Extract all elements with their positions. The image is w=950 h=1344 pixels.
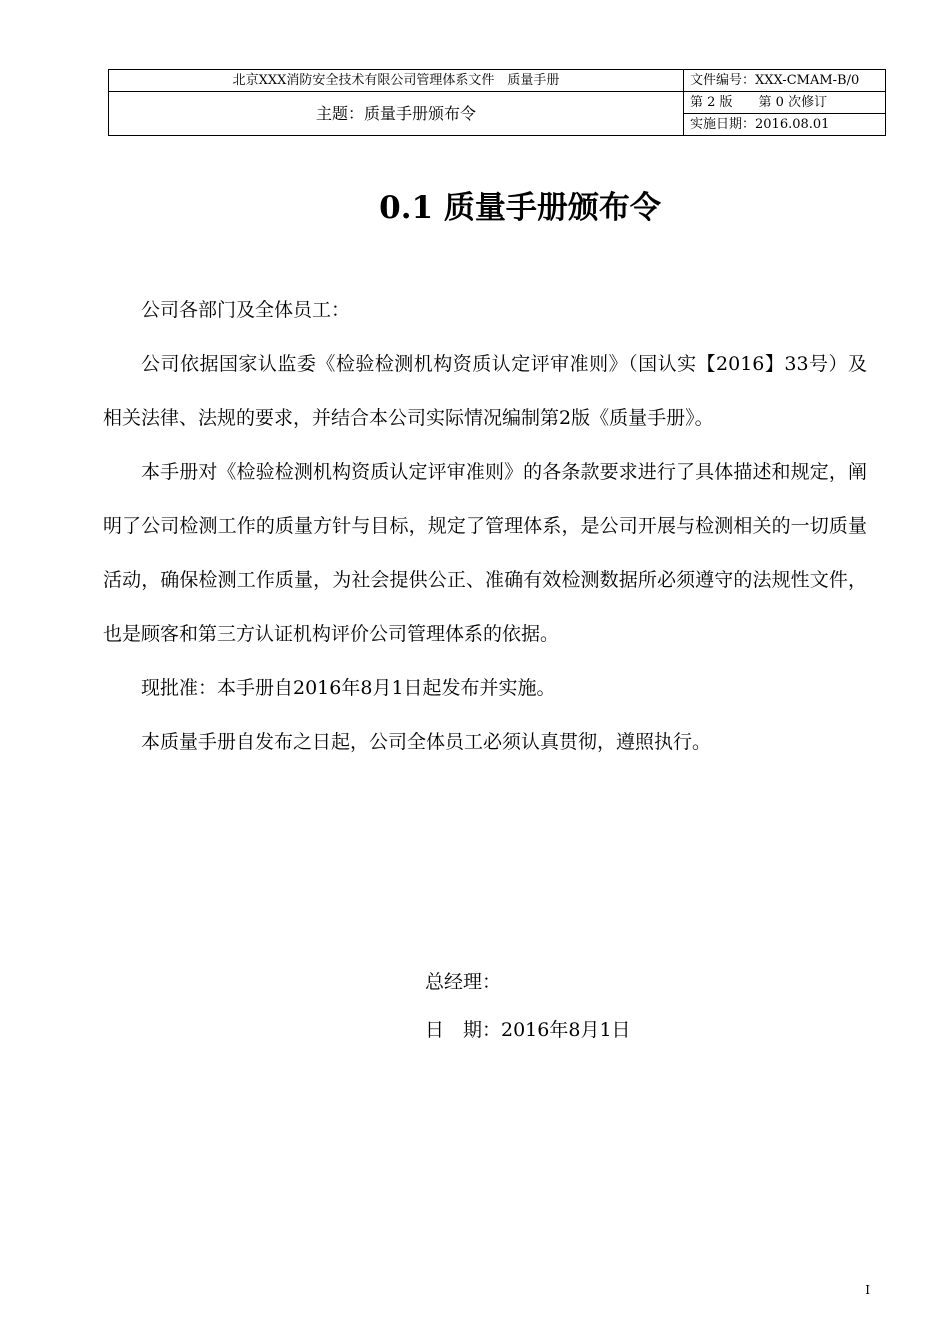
greeting: 公司各部门及全体员工： (141, 299, 351, 321)
signature-date: 日 期：2016年8月1日 (425, 1019, 631, 1041)
document-body (103, 283, 867, 769)
document-header-table (108, 69, 886, 136)
company-document-label: 北京XXX消防安全技术有限公司管理体系文件 质量手册 (109, 70, 684, 92)
page-title: 0.1 质量手册颁布令 (379, 190, 661, 226)
document-number: 文件编号：XXX-CMAM-B/0 (684, 70, 886, 92)
paragraph-scope: 本手册对《检验检测机构资质认定评审准则》的各条款要求进行了具体描述和规定，阐明了公司检测工作的质量方针与目标，规定了管理体系，是公司开展与检测相关的一切质量活动，确保检测工作质量，为社会提供公正、准确有效检测数据所必须遵守的法规性文件，也是顾客和第三方认证机构评价公司管理体系的依据。 (103, 461, 867, 645)
effective-date: 实施日期：2016.08.01 (684, 114, 886, 136)
signature-block (425, 958, 631, 1054)
edition-revision: 第 2 版 第 0 次修订 (684, 92, 886, 114)
manager-label: 总经理： (425, 971, 502, 993)
paragraph-approval: 现批准：本手册自2016年8月1日起发布并实施。 (141, 677, 556, 699)
document-subject: 主题：质量手册颁布令 (109, 92, 684, 136)
paragraph-compliance: 本质量手册自发布之日起，公司全体员工必须认真贯彻，遵照执行。 (141, 731, 712, 753)
paragraph-basis: 公司依据国家认监委《检验检测机构资质认定评审准则》（国认实【2016】33号）及相关法律、法规的要求，并结合本公司实际情况编制第2版《质量手册》。 (103, 353, 867, 429)
page-number: I (865, 1283, 870, 1297)
